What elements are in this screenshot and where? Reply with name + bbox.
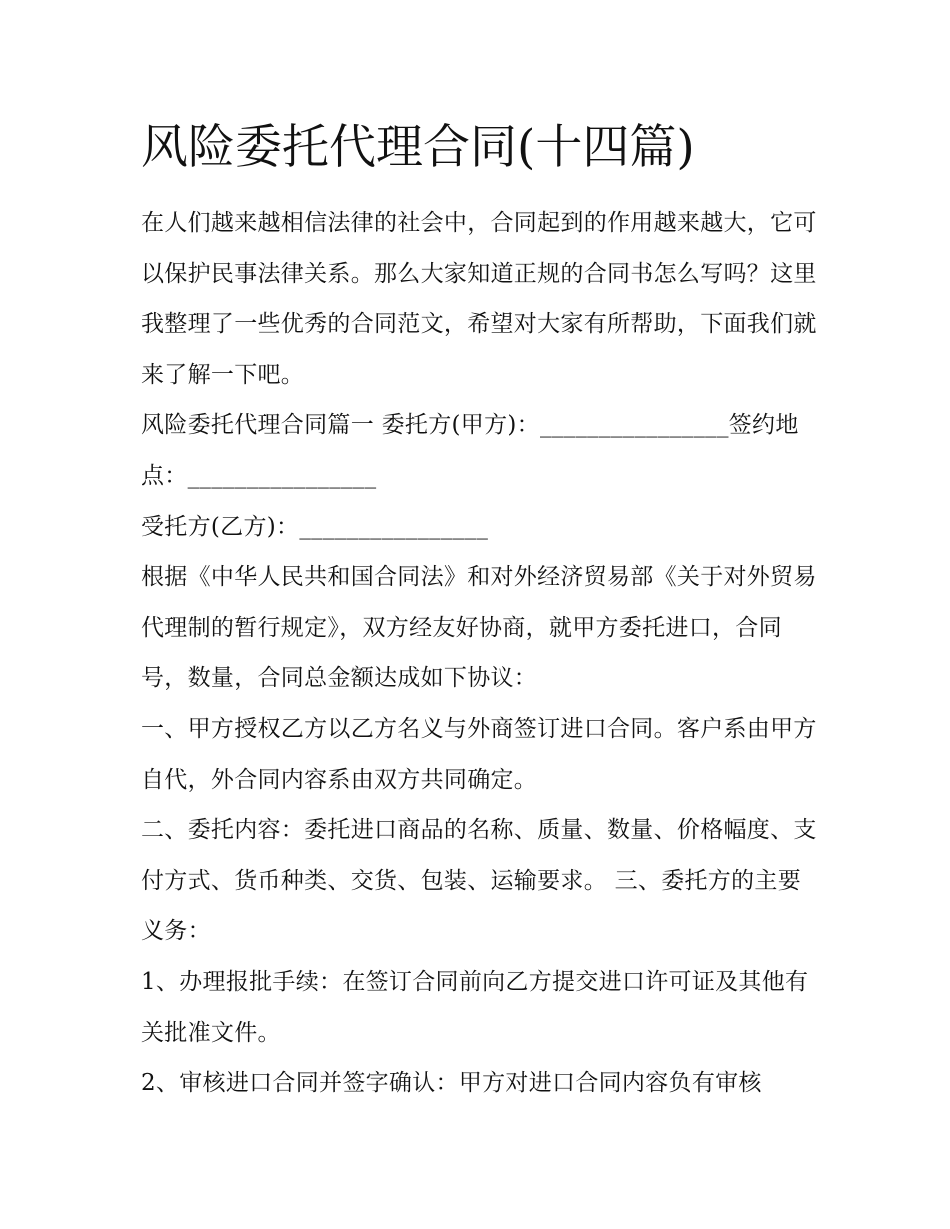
contract-parties-paragraph: 风险委托代理合同篇一 委托方(甲方)：________________签约地点：________________ — [141, 412, 799, 489]
obligation-one-paragraph: 1、办理报批手续：在签订合同前向乙方提交进口许可证及其他有关批准文件。 — [141, 968, 809, 1046]
clause-one-paragraph: 一、甲方授权乙方以乙方名义与外商签订进口合同。客户系由甲方自代，外合同内容系由双方共同确定。 — [141, 715, 817, 793]
obligation-two-paragraph: 2、审核进口合同并签字确认：甲方对进口合同内容负有审核 — [141, 1070, 762, 1097]
clause-two-paragraph: 二、委托内容：委托进口商品的名称、质量、数量、价格幅度、支付方式、货币种类、交货、包装、运输要求。 三、委托方的主要义务： — [141, 817, 817, 945]
document-title: 风险委托代理合同(十四篇) — [141, 120, 695, 175]
intro-paragraph: 在人们越来越相信法律的社会中，合同起到的作用越来越大，它可以保护民事法律关系。那么大家知道正规的合同书怎么写吗？这里我整理了一些优秀的合同范文，希望对大家有所帮助，下面我们就来了解一下吧。 — [141, 210, 817, 388]
basis-paragraph: 根据《中华人民共和国合同法》和对外经济贸易部《关于对外贸易代理制的暂行规定》，双方经友好协商，就甲方委托进口，合同号，数量，合同总金额达成如下协议： — [141, 564, 817, 692]
document-page — [141, 112, 821, 1109]
trustee-paragraph: 受托方(乙方)：________________ — [141, 513, 489, 540]
